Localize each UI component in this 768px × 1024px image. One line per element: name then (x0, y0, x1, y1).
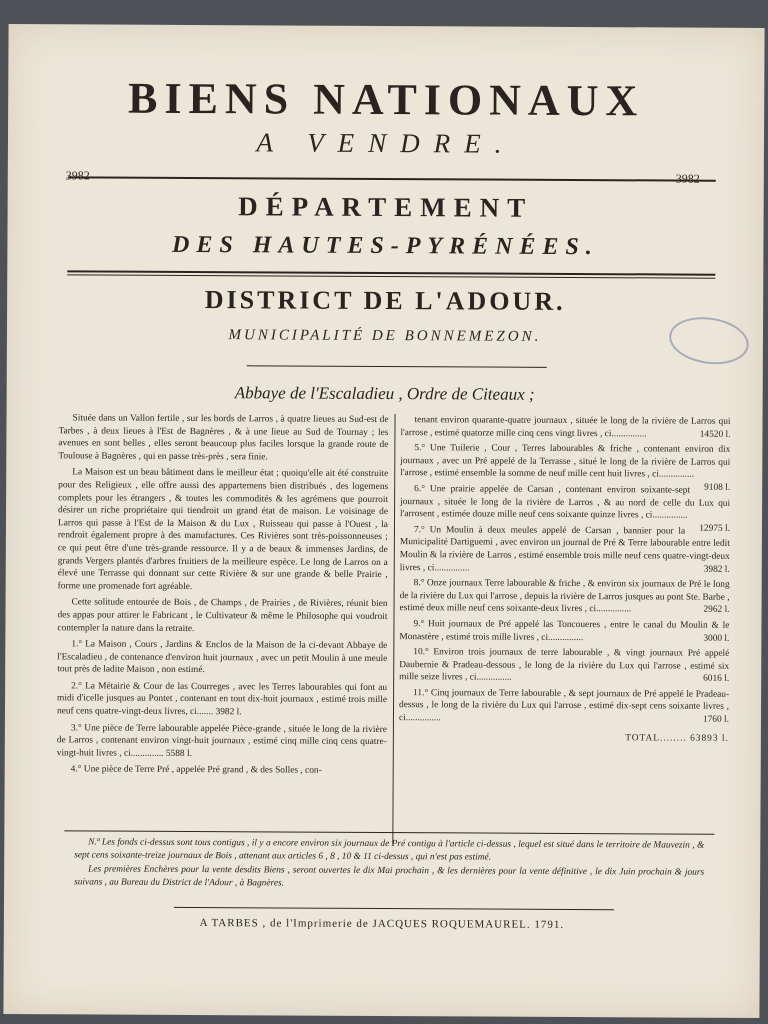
left-paragraph: La Maison est un beau bâtiment dans le meilleur état ; quoiqu'elle ait été construite pour des Religieux , elle offre aussi des appartemens bien distribués , des logemens complets pour les étrangers , & toutes les commodités & les agrémens que pourroit désirer un riche propriétaire qui tiendroit un grand état de maison. Le voisinage de Larros qui passe à l'Est de la Maison & du Lux , Ruisseau qui passe à l'Ouest , la rendroit également propre à des manufactures. Ces Rivières sont très-poissonneuses ; ce qui peut être d'une très-grande ressource. Il y a de beaux & immenses Jardins, de grands Vergers plantés d'arbres fruitiers de la meilleure espèce. Le long de Larros on a élevé une Terrasse qui donnant sur cette Rivière & sur une grande & belle Prairie , forme une promenade fort agréable. (57, 467, 389, 592)
lot-item (399, 687, 729, 727)
lot-description: 10.° Environ trois journaux de terre labourable , & vingt journaux Pré appelé Daubernie & Pradeau-dessous , le long de la rivière du Lux qui l'arrose , estimé six mille seize livres , ci............... (399, 647, 730, 683)
document-subtitle: A VENDRE. (256, 127, 516, 159)
left-paragraph: Cette solitude entourée de Bois , de Champs , de Prairies , de Rivières, réunit bien des appas pour attirer le Fabricant , le Cultivateur & même le Philosophe qui voudroit contempler la nature dans la retraite. (57, 597, 388, 634)
lot-amount: 12975 l. (699, 523, 730, 534)
archive-stamp (666, 312, 752, 369)
divider-notes (64, 830, 714, 834)
divider-section (247, 365, 547, 368)
notes-block (74, 836, 704, 894)
ornament-right: 3982 (675, 171, 700, 186)
department-heading: DÉPARTEMENT (238, 191, 534, 223)
lot-amount: 6016 l. (703, 673, 730, 685)
ornament-left: 3982 (65, 168, 90, 183)
lot-description: tenant environ quarante-quatre journaux , située le long de la rivière de Larros qui l'arrose , estimé quatorze mille cinq cens vingt livres , ci............... (400, 415, 731, 439)
left-paragraph: 1.° La Maison , Cours , Jardins & Enclos de la Maison de la ci-devant Abbaye de l'Escaladieu , de contenance d'environ huit journaux , avec un petit Moulin à une meule tout près de ladite Maison , non estimé. (57, 639, 388, 676)
column-divider (392, 414, 395, 844)
note-paragraph: N.ª Les fonds ci-dessus sont tous contigus , il y a encore environ six journaux de Pré contigu à l'article ci-dessus , lequel est situé dans le territoire de Mauvezin , & sept cens soixante-treize journaux de Bois , attenant aux articles 6 , 8 , 10 & 11 ci-dessus , qui n'est pas estimé. (74, 837, 705, 863)
lot-item (399, 618, 729, 645)
note-paragraph: Les premières Enchères pour la vente desdits Biens , seront ouvertes le dix Mai prochain , & les dernières pour la vente définitive , le dix Juin prochain & jours suivans , au Bureau du District de l'Adour , à Bagnères. (74, 864, 705, 889)
left-paragraph: 2.° La Métairie & Cour de las Courreges , avec les Terres labourables qui font au midi d'icelle jusques au Pontet , contenant en tout dix-huit journaux , estimé trois mille neuf cens quatre-vingt-deux livres, ci....... 3982 l. (56, 681, 388, 718)
divider-middle (67, 270, 715, 278)
divider-bottom (174, 907, 614, 910)
left-paragraph: Située dans un Vallon fertile , sur les bords de Larros , à quatre lieues au Sud-est de Tarbes , à deux lieues à l'Est de Bagnères , & à une lieue au Sud de Tournay ; les avenues en sont belles , elles seront beaucoup plus faciles lorsque la grande route de Toulouse à Bagnères , qui en passe très-près , sera finie. (58, 413, 389, 463)
lot-item (400, 577, 730, 617)
lot-item (400, 414, 730, 441)
right-column (399, 414, 731, 745)
lot-item (399, 646, 729, 686)
lot-amount: 2962 l. (703, 604, 730, 616)
lot-amount: 14520 l. (699, 429, 731, 440)
document-title: BIENS NATIONAUX (128, 73, 645, 126)
document-sheet (3, 24, 764, 1018)
total-line (399, 731, 729, 745)
lot-description: 9.° Huit journaux de Pré appelé las Toncoueres , entre le canal du Moulin & le Monastère , estimé trois mille livres , ci............... (399, 619, 730, 643)
department-name: DES HAUTES-PYRÉNÉES. (171, 231, 599, 261)
left-paragraph: 4.° Une pièce de Terre Pré , appelée Pré grand , & des Solles , con- (70, 764, 322, 777)
lot-amount: 1760 l. (702, 714, 729, 725)
lot-description: 5.° Une Tuilerie , Cour , Terres labourables & friche , contenant environ dix journaux , avec un Pré appelé de la Terrasse , situé le long de la rivière de Larros qui l'arrose , estimé ensemble la somme de neuf mille cent huit livres , ci............... (400, 443, 731, 480)
lot-description: 7.° Un Moulin à deux meules appelé de Carsan , bannier pour la Municipalité Dartiguemi , avec environ un journal de Pré & Terre labourable entre ledit Moulin & la rivière de Larros , estimé ensemble trois mille neuf cens quatre-vingt-deux livres , ci............... (399, 524, 730, 573)
left-paragraph: 3.° Une pièce de Terre labourable appelée Pièce-grande , située le long de la rivière de Larros , contenant environ vingt-huit journaux , estimé cinq mille cinq cens quatre-vingt-huit livres , ci.............. 5588 l. (56, 723, 387, 759)
district-heading: DISTRICT DE L'ADOUR. (204, 285, 566, 316)
lot-description: 6.° Une prairie appelée de Carsan , contenant environ soixante-sept journaux , située le long de la rivière de Larros , & au nord de celle du Lux qui l'arrosent , estimée douze mille neuf cens soixante quinze livres , ci............... (400, 484, 731, 521)
left-column (57, 412, 389, 782)
printer-imprint: A TARBES , de l'Imprimerie de JACQUES ROQUEMAUREL. 1791. (199, 917, 565, 931)
section-title: Abbaye de l'Escaladieu , Ordre de Citeaux ; (234, 383, 535, 404)
lot-amount: 9108 l. (704, 482, 731, 493)
divider-top (68, 176, 716, 181)
lot-item (400, 524, 730, 576)
lot-item (400, 483, 731, 534)
total-amount: 63893 l. (690, 733, 729, 744)
lot-item (400, 442, 731, 493)
total-label: TOTAL........ (625, 732, 687, 744)
lot-description: 8.° Onze journaux Terre labourable & friche , & environ six journaux de Pré le long de la rivière du Lux qui l'arrose , depuis la rivière de Larros jusques au pont Ste. Barbe , estimé deux mille neuf cens soixante-deux livres , ci............... (399, 578, 730, 615)
lot-amount: 3000 l. (703, 633, 730, 644)
lot-amount: 3982 l. (703, 564, 730, 575)
lot-description: 11.° Cinq journaux de Terre labourable , & sept journaux de Pré appelé le Pradeau-dessus , le long de la rivière du Lux qui l'arrose , estimé dix-sept cens soixante livres , ci............... (398, 688, 730, 724)
municipality-heading: MUNICIPALITÉ DE BONNEMEZON. (228, 327, 542, 345)
